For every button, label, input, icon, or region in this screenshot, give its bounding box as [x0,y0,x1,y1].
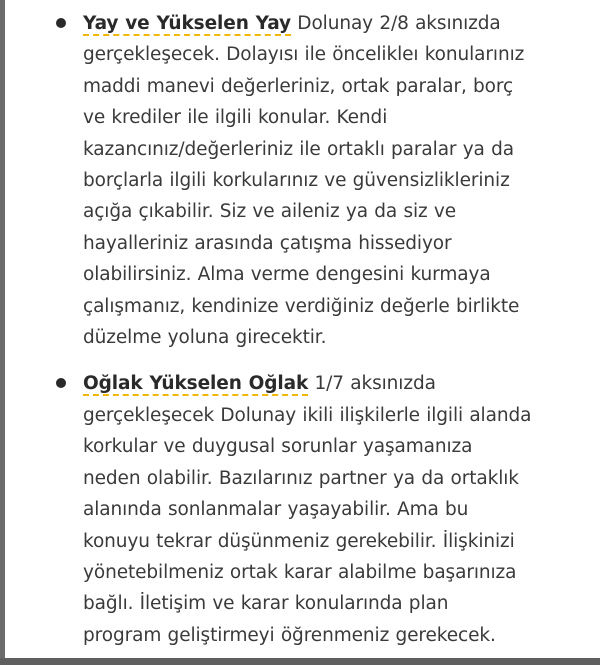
bottom-frame-edge [0,658,600,665]
line-text: maddi manevi değerleriniz, ortak paralar, borç [83,75,514,97]
line-text: Dolunay 2/8 aksınızda [291,13,501,34]
line-text: yönetebilmeniz ortak karar alabilme başarınıza [83,561,517,583]
line-text: gerçekleşecek. Dolayısı ile öncelikleı konularınız [83,44,525,66]
article-content [28,8,588,651]
bullet-icon [56,18,66,28]
bullet-icon [56,378,66,388]
first-line [83,368,588,399]
term-link[interactable]: Yay ve Yükselen Yay [83,13,292,34]
line-text: ve krediler ile ilgili konular. Kendi [83,107,388,129]
line-text: korkular ve duygusal sorunlar yaşamanıza [83,436,473,458]
line-text: kazancınız/değerleriniz ile ortaklı paralar ya da [83,138,514,160]
line-text: gerçekleşecek Dolunay ikili ilişkilerle ilgili alanda [83,404,532,426]
line-text: borçlarla ilgili korkularınız ve güvensizlikleriniz [83,170,510,192]
line-text: program geliştirmeyi öğrenmeniz gerekecek. [83,624,496,646]
line-text: 1/7 aksınızda [308,373,436,395]
line-text: düzelme yoluna girecektir. [83,327,327,349]
line-text: açığa çıkabilir. Siz ve aileniz ya da siz ve [83,201,457,223]
list-item-yay [28,8,588,353]
term-link[interactable]: Oğlak Yükselen Oğlak [83,373,309,395]
line-text: hayalleriniz arasında çatışma hissediyor [83,232,452,254]
line-text: çalışmanız, kendinize verdiğiniz değerle birlikte [83,295,520,317]
line-text: olabilirsiniz. Alma verme dengesini kurmaya [83,264,491,286]
line-text: alanında sonlanmalar yaşayabilir. Ama bu [83,499,469,521]
line-text: bağlı. İletişim ve karar konularında plan [83,593,449,615]
line-text: neden olabilir. Bazılarınız partner ya da ortaklık [83,467,519,489]
list-item-oglak [28,368,588,651]
line-text: konuyu tekrar düşünmeniz gerekebilir. İlişkinizi [83,530,515,552]
first-line [83,8,588,39]
left-frame-edge [0,0,5,665]
